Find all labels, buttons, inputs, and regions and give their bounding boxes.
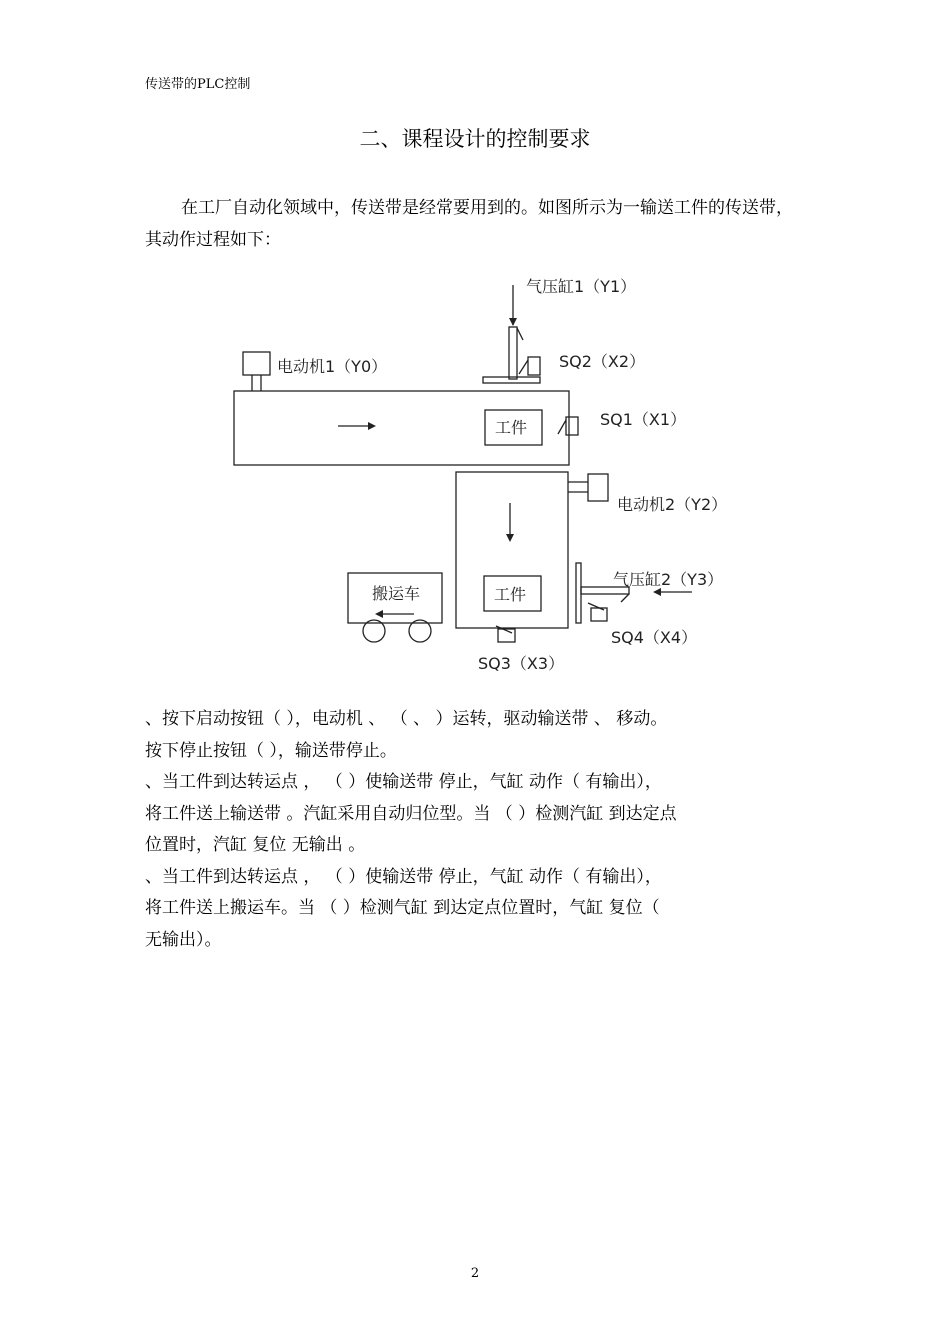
- label-motor-2: 电动机2（Y2）: [617, 495, 728, 514]
- step-line: 按下停止按钮（ ），输送带停止。: [145, 740, 397, 761]
- section-title: 二、课程设计的控制要求: [359, 127, 591, 151]
- step-line: 、当工件到达转运点 ， （ ）使输送带 停止，气缸 动作（ 有输出），: [145, 866, 662, 887]
- label-cylinder-2: 气压缸2（Y3）: [613, 570, 724, 589]
- label-sq1: SQ1（X1）: [600, 410, 687, 429]
- step-line: 、按下启动按钮（ ），电动机 、 （ 、 ）运转，驱动输送带 、 移动。: [145, 709, 668, 729]
- label-workpiece-top: 工件: [495, 418, 528, 437]
- label-sq3: SQ3（X3）: [478, 654, 565, 673]
- motor-1-box: [243, 352, 270, 375]
- running-header: 传送带的PLC控制: [145, 77, 251, 92]
- step-line: 、当工件到达转运点 ， （ ）使输送带 停止，气缸 动作（ 有输出），: [145, 772, 662, 792]
- intro-paragraph: 在工厂自动化领域中，传送带是经常要用到的。如图所示为一输送工件的传送带，其动作过程如下：: [145, 198, 793, 250]
- step-line: 位置时，汽缸 复位 无输出 。: [145, 835, 366, 855]
- step-line: 将工件送上搬运车。当 （ ）检测气缸 到达定点位置时，气缸 复位（: [145, 898, 660, 918]
- cylinder-1-plate: [483, 377, 540, 383]
- label-motor-1: 电动机1（Y0）: [277, 357, 388, 376]
- label-cart: 搬运车: [372, 584, 421, 603]
- cylinder-2-plate: [576, 563, 581, 623]
- conveyor-belt-2: [456, 472, 568, 628]
- page-number: 2: [470, 1266, 480, 1281]
- label-workpiece-bottom: 工件: [494, 585, 527, 604]
- label-sq2: SQ2（X2）: [559, 352, 646, 371]
- label-sq4: SQ4（X4）: [611, 628, 698, 647]
- control-steps: [145, 704, 807, 956]
- label-cylinder-1: 气压缸1（Y1）: [526, 277, 637, 296]
- step-line: 将工件送上输送带 。汽缸采用自动归位型。当 （ ）检测汽缸 到达定点: [145, 803, 677, 824]
- motor-2-box: [588, 474, 608, 501]
- step-line: 无输出）。: [145, 929, 222, 950]
- cylinder-1-rod: [509, 327, 517, 379]
